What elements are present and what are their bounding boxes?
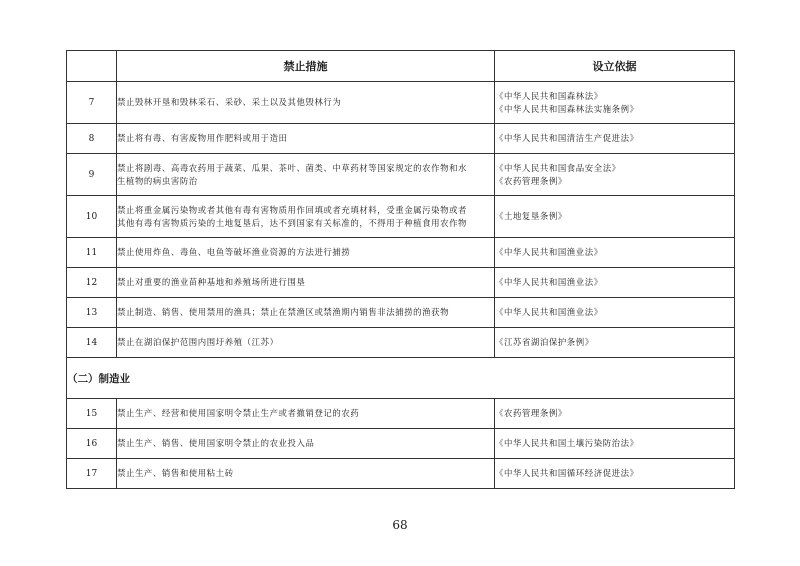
table-row — [67, 459, 735, 489]
measure-text-line: 禁止制造、销售、使用禁用的渔具；禁止在禁渔区或禁渔期内销售非法捕捞的渔获物 — [117, 307, 450, 317]
measure-text-line: 禁止生产、销售、使用国家明令禁止的农业投入品 — [117, 438, 315, 448]
measure-text-line: 生植物的病虫害防治 — [117, 175, 198, 186]
header-row — [67, 51, 735, 82]
row-number: 13 — [67, 298, 117, 328]
table-row — [67, 328, 735, 358]
row-number: 11 — [67, 238, 117, 268]
legal-basis — [495, 268, 735, 298]
prohibition-measure — [117, 298, 495, 328]
legal-basis — [495, 429, 735, 459]
row-number: 7 — [67, 82, 117, 124]
row-number: 15 — [67, 399, 117, 429]
legal-basis — [495, 399, 735, 429]
measure-text-line: 禁止使用炸鱼、毒鱼、电鱼等破坏渔业资源的方法进行捕捞 — [117, 247, 351, 257]
basis-text-line: 《农药管理条例》 — [495, 175, 567, 186]
basis-text-line: 《中华人民共和国土壤污染防治法》 — [495, 438, 639, 448]
basis-text-line: 《江苏省湖泊保护条例》 — [495, 337, 594, 347]
table-row — [67, 154, 735, 196]
table-row — [67, 429, 735, 459]
prohibition-measure — [117, 196, 495, 238]
measure-text-line: 禁止将剧毒、高毒农药用于蔬菜、瓜果、茶叶、菌类、中草药材等国家规定的农作物和水 — [117, 162, 468, 173]
table-row — [67, 124, 735, 154]
basis-text-line: 《中华人民共和国森林法》 — [495, 90, 603, 101]
header-number — [67, 51, 117, 82]
legal-basis — [495, 196, 735, 238]
row-number: 16 — [67, 429, 117, 459]
basis-text-line: 《中华人民共和国森林法实施条例》 — [495, 103, 639, 114]
measure-text-line: 禁止将有毒、有害废物用作肥料或用于造田 — [117, 133, 288, 143]
row-number: 12 — [67, 268, 117, 298]
table-row — [67, 82, 735, 124]
table-row — [67, 268, 735, 298]
basis-text-line: 《中华人民共和国循环经济促进法》 — [495, 468, 639, 478]
table-row — [67, 238, 735, 268]
page-number: 68 — [392, 518, 408, 532]
prohibition-measure — [117, 124, 495, 154]
table-row — [67, 399, 735, 429]
legal-basis — [495, 154, 735, 196]
measure-text-line: 禁止将重金属污染物或者其他有毒有害物质用作回填或者充填材料，受重金属污染物或者 — [117, 204, 468, 215]
table-body — [67, 51, 735, 489]
prohibition-measure — [117, 429, 495, 459]
section-row — [67, 358, 735, 399]
row-number: 9 — [67, 154, 117, 196]
measure-text-line: 禁止生产、销售和使用粘土砖 — [117, 468, 234, 478]
measure-text-line: 禁止毁林开垦和毁林采石、采砂、采土以及其他毁林行为 — [117, 97, 342, 107]
prohibition-measure — [117, 399, 495, 429]
legal-basis — [495, 238, 735, 268]
legal-basis — [495, 459, 735, 489]
prohibition-measure — [117, 459, 495, 489]
basis-text-line: 《农药管理条例》 — [495, 408, 567, 418]
measure-text-line: 禁止生产、经营和使用国家明令禁止生产或者撤销登记的农药 — [117, 408, 360, 418]
legal-basis — [495, 328, 735, 358]
row-number: 10 — [67, 196, 117, 238]
legal-basis — [495, 298, 735, 328]
table-row — [67, 196, 735, 238]
prohibition-measure — [117, 154, 495, 196]
table-row — [67, 298, 735, 328]
header-basis: 设立依据 — [495, 51, 735, 82]
measure-text-line: 禁止对重要的渔业苗种基地和养殖场所进行围垦 — [117, 277, 306, 287]
prohibition-measure — [117, 268, 495, 298]
prohibition-measure — [117, 328, 495, 358]
measure-text-line: 禁止在湖泊保护范围内围圩养殖（江苏） — [117, 337, 279, 347]
prohibition-measure — [117, 238, 495, 268]
row-number: 14 — [67, 328, 117, 358]
regulation-table — [66, 50, 735, 489]
section-heading: （二）制造业 — [67, 358, 735, 399]
row-number: 17 — [67, 459, 117, 489]
basis-text-line: 《中华人民共和国食品安全法》 — [495, 162, 621, 173]
prohibition-measure — [117, 82, 495, 124]
legal-basis — [495, 124, 735, 154]
row-number: 8 — [67, 124, 117, 154]
header-measure: 禁止措施 — [117, 51, 495, 82]
basis-text-line: 《中华人民共和国渔业法》 — [495, 307, 603, 317]
basis-text-line: 《中华人民共和国渔业法》 — [495, 247, 603, 257]
basis-text-line: 《土地复垦条例》 — [495, 211, 567, 221]
legal-basis — [495, 82, 735, 124]
basis-text-line: 《中华人民共和国清洁生产促进法》 — [495, 133, 639, 143]
basis-text-line: 《中华人民共和国渔业法》 — [495, 277, 603, 287]
measure-text-line: 其他有毒有害物质污染的土地复垦后，达不到国家有关标准的，不得用于种植食用农作物 — [117, 217, 468, 228]
